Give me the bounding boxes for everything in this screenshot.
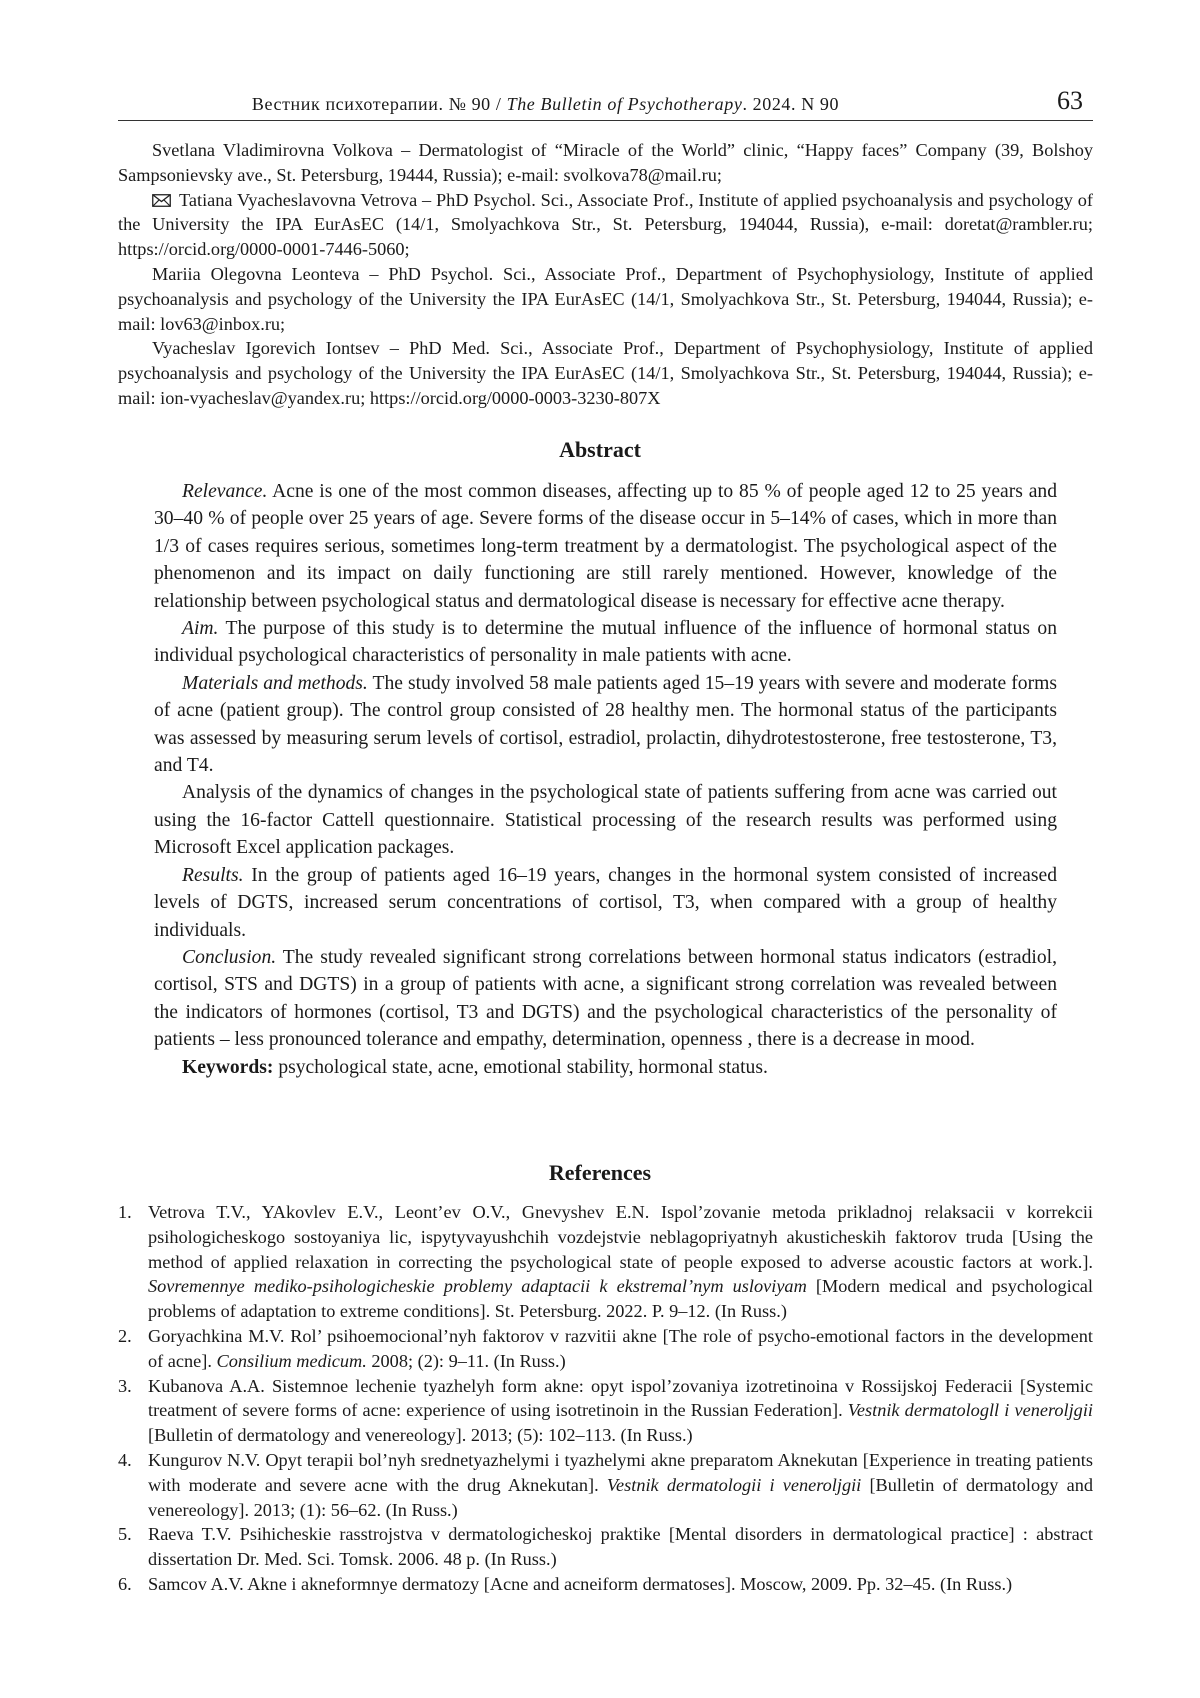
- reference-item: [118, 1374, 1093, 1448]
- reference-source: Vestnik dermatologii i veneroljgii: [606, 1474, 862, 1495]
- abstract-keywords: [154, 1054, 1057, 1081]
- relevance-label: Relevance.: [182, 481, 268, 502]
- aim-text: The purpose of this study is to determine the mutual influence of the influence of hormonal status on individual psychological characteristics of personality in male patients with acne.: [154, 618, 1057, 667]
- reference-text: Vetrova T.V., YAkovlev E.V., Leont’ev O.V., Gnevyshev E.N. Ispol’zovanie metoda prikladnoj relaksacii v korrekcii psihologicheskogo sostoyaniya lic, ispytyvayushchih vozdejstvie neblagopriyatnyh akusticheskih faktorov truda [Using the method of applied relaxation in correcting the psychological state of people exposed to adverse acoustic factors at work.].: [148, 1202, 1093, 1272]
- reference-item: [118, 1448, 1093, 1522]
- conclusion-text: The study revealed significant strong correlations between hormonal status indicators (estradiol, cortisol, STS and DGTS) in a group of patients with acne, a significant strong correlation was revealed between the indicators of hormones (cortisol, T3 and DGTS) and the psychological characteristics of the personality of patients – less pronounced tolerance and empathy, determination, openness , there is a decrease in mood.: [154, 946, 1057, 1051]
- journal-title-en: The Bulletin of Psychotherapy: [506, 94, 743, 114]
- author-text: Mariia Olegovna Leonteva – PhD Psychol. Sci., Associate Prof., Department of Psychophysiology, Institute of applied psychoanalysis and psychology of the University the IPA EurAsEC (14/1, Smolyachkova Str., St. Petersburg, 194044, Russia); e-mail: lov63@inbox.ru;: [118, 263, 1093, 334]
- abstract-analysis: [154, 779, 1057, 861]
- journal-issue: . 2024. N 90: [742, 94, 840, 114]
- reference-number: 3.: [118, 1375, 132, 1396]
- reference-text: Kubanova A.A. Sistemnoe lechenie tyazhelyh form akne: opyt ispol’zovaniya izotretinoina v Rossijskoj Federacii [Systemic treatment of severe forms of acne: experience of using isotretinoin in the Russian Federation].: [148, 1375, 1093, 1421]
- reference-item: [118, 1522, 1093, 1572]
- reference-details: [Bulletin of dermatology and venereology]. 2013; (1): 56–62. (In Russ.): [148, 1474, 1093, 1520]
- reference-details: 2008; (2): 9–11. (In Russ.): [366, 1350, 566, 1371]
- reference-source: Sovremennye mediko-psihologicheskie problemy adaptacii k ekstremal’nym usloviyam: [148, 1276, 807, 1297]
- author-text: Svetlana Vladimirovna Volkova – Dermatologist of “Miracle of the World” clinic, “Happy faces” Company (39, Bolshoy Sampsonievsky ave., St. Petersburg, 19444, Russia); e-mail: svolkova78@mail.ru;: [118, 140, 1093, 185]
- keywords-label: Keywords:: [182, 1056, 274, 1078]
- reference-number: 2.: [118, 1325, 132, 1346]
- results-label: Results.: [182, 864, 244, 886]
- author-entry: [118, 188, 1093, 262]
- author-entry: [118, 262, 1093, 336]
- methods-text: The study involved 58 male patients aged 15–19 years with severe and moderate forms of acne (patient group). The control group consisted of 28 healthy men. The hormonal status of the participants was assessed by measuring serum levels of cortisol, estradiol, prolactin, dihydrotestosterone, free testosterone, T3, and T4.: [154, 672, 1057, 777]
- reference-item: [118, 1200, 1093, 1324]
- results-text: In the group of patients aged 16–19 years, changes in the hormonal system consisted of increased levels of DGTS, increased serum concentrations of cortisol, T3, when compared with a group of healthy individuals.: [154, 864, 1057, 941]
- references-list: [118, 1200, 1093, 1597]
- reference-number: 4.: [118, 1449, 132, 1470]
- analysis-text: Analysis of the dynamics of changes in the psychological state of patients suffering from acne was carried out using the 16-factor Cattell questionnaire. Statistical processing of the research results was performed using Microsoft Excel application packages.: [154, 782, 1057, 859]
- aim-label: Aim.: [182, 618, 219, 640]
- title-separator: /: [490, 94, 507, 114]
- reference-source: Vestnik dermatologll i veneroljgii: [847, 1400, 1093, 1421]
- abstract-body: [154, 478, 1057, 1081]
- reference-text: Kungurov N.V. Opyt terapii bol’nyh srednetyazhelymi i tyazhelymi akne preparatom Aknekutan [Experience in treating patients with moderate and severe acne with the drug Aknekutan].: [148, 1449, 1093, 1495]
- reference-item: [118, 1324, 1093, 1374]
- references-heading: References: [548, 1160, 652, 1185]
- reference-text: Goryachkina M.V. Rol’ psihoemocional’nyh faktorov v razvitii akne [The role of psycho-emotional factors in the development of acne].: [148, 1325, 1093, 1371]
- abstract-aim: [154, 615, 1057, 670]
- conclusion-label: Conclusion.: [182, 946, 277, 968]
- journal-title-ru: Вестник психотерапии. № 90: [251, 94, 491, 114]
- abstract-results: [154, 862, 1057, 944]
- reference-text: Samcov A.V. Akne i akneformnye dermatozy [Acne and acneiform dermatoses]. Moscow, 2009. Pp. 32–45. (In Russ.): [148, 1573, 1013, 1594]
- header-divider: [118, 120, 1093, 121]
- abstract-methods: [154, 670, 1057, 780]
- reference-text: Raeva T.V. Psihicheskie rasstrojstva v dermatologicheskoj praktike [Mental disorders in dermatological practice] : abstract dissertation Dr. Med. Sci. Tomsk. 2006. 48 p. (In Russ.): [148, 1524, 1093, 1570]
- running-head: [118, 86, 1093, 120]
- envelope-icon: [152, 194, 171, 207]
- methods-label: Materials and methods.: [182, 672, 368, 694]
- relevance-text: Acne is one of the most common diseases, affecting up to 85 % of people aged 12 to 25 years and 30–40 % of people over 25 years of age. Severe forms of the disease occur in 5–14% of cases, which in more than 1/3 of cases requires serious, sometimes long-term treatment by a dermatologist. The psychological aspect of the phenomenon and its impact on daily functioning are still rarely mentioned. However, knowledge of the relationship between psychological status and dermatological disease is necessary for effective acne therapy.: [154, 481, 1057, 612]
- keywords-text: psychological state, acne, emotional stability, hormonal status.: [273, 1056, 768, 1078]
- author-text: Vyacheslav Igorevich Iontsev – PhD Med. Sci., Associate Prof., Department of Psychophysiology, Institute of applied psychoanalysis and psychology of the University the IPA EurAsEC (14/1, Smolyachkova Str., St. Petersburg, 194044, Russia); e-mail: ion-vyacheslav@yandex.ru; https://orcid.org/0000-0003-3230-807X: [118, 338, 1093, 408]
- reference-number: 1.: [118, 1202, 132, 1222]
- reference-details: [Modern medical and psychological problems of adaptation to extreme conditions]. St. Petersburg. 2022. P. 9–12. (In Russ.): [148, 1276, 1093, 1322]
- reference-number: 5.: [118, 1524, 132, 1545]
- author-entry: [118, 138, 1093, 188]
- abstract-relevance: [154, 478, 1057, 615]
- running-title: [118, 94, 973, 115]
- author-text: Tatiana Vyacheslavovna Vetrova – PhD Psychol. Sci., Associate Prof., Institute of applied psychoanalysis and psychology of the University the IPA EurAsEC (14/1, Smolyachkova Str., St. Petersburg, 194044, Russia), e-mail: doretat@rambler.ru; https://orcid.org/0000-0001-7446-5060;: [118, 189, 1093, 260]
- abstract-conclusion: [154, 944, 1057, 1054]
- reference-source: Consilium medicum.: [216, 1350, 367, 1371]
- reference-item: [118, 1572, 1093, 1597]
- author-entry: [118, 336, 1093, 410]
- author-info: [118, 138, 1093, 411]
- abstract-heading: Abstract: [559, 437, 641, 462]
- reference-number: 6.: [118, 1573, 132, 1594]
- page-number: 63: [1057, 86, 1083, 115]
- reference-details: [Bulletin of dermatology and venereology]. 2013; (5): 102–113. (In Russ.): [148, 1425, 693, 1446]
